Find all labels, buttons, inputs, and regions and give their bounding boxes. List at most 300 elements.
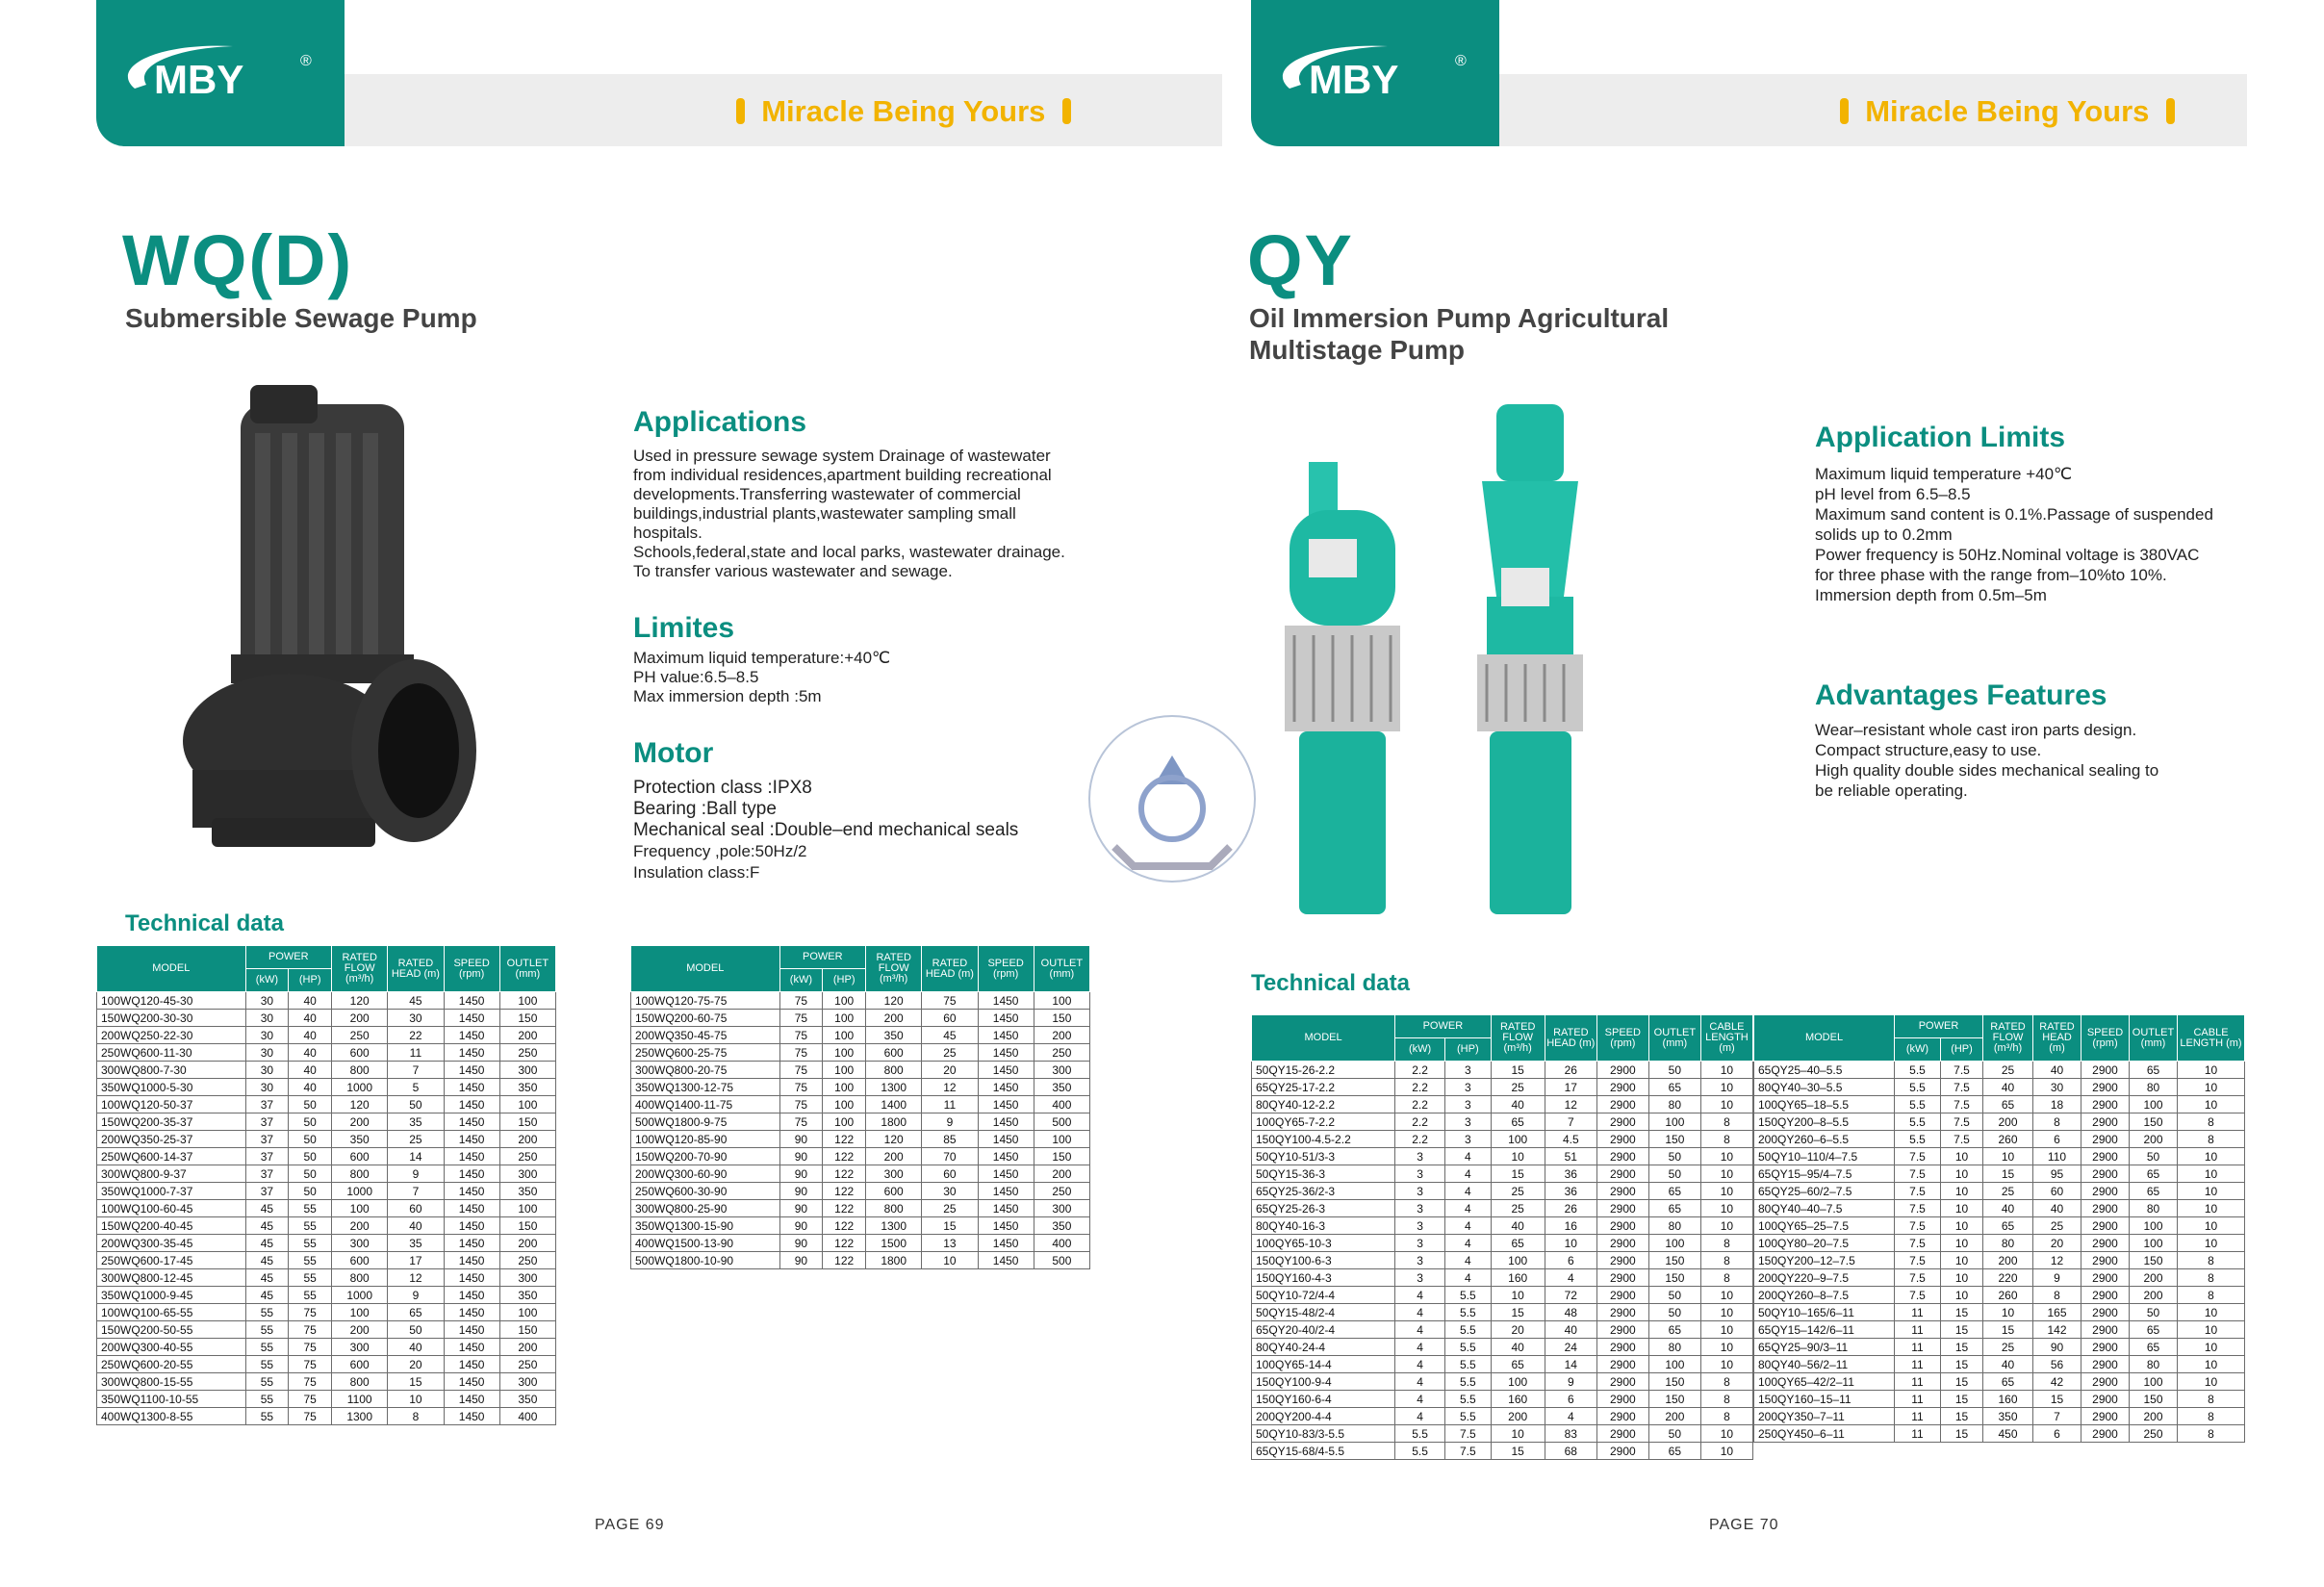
value-cell: 2900: [2081, 1321, 2130, 1339]
value-cell: 7: [2033, 1408, 2081, 1425]
value-cell: 4: [1445, 1252, 1492, 1269]
value-cell: 8: [1700, 1131, 1752, 1148]
value-cell: 100: [2130, 1373, 2178, 1391]
value-cell: 1450: [444, 1113, 499, 1131]
value-cell: 1450: [444, 1148, 499, 1165]
advantages-text: [1815, 720, 2158, 801]
advantages-heading: Advantages Features: [1815, 679, 2107, 711]
col-head-header: RATED HEAD (m): [922, 946, 978, 992]
value-cell: 1450: [444, 1217, 499, 1235]
value-cell: 122: [823, 1131, 866, 1148]
text-line: Used in pressure sewage system Drainage of wastewater: [633, 447, 1051, 465]
value-cell: 50: [1648, 1304, 1700, 1321]
value-cell: 122: [823, 1200, 866, 1217]
table-row: [631, 1183, 1090, 1200]
value-cell: 400: [499, 1408, 555, 1425]
value-cell: 2900: [1596, 1373, 1648, 1391]
value-cell: 3: [1395, 1165, 1445, 1183]
value-cell: 16: [1545, 1217, 1596, 1235]
value-cell: 1450: [444, 1252, 499, 1269]
value-cell: 10: [2178, 1339, 2245, 1356]
text-line: PH value:6.5–8.5: [633, 668, 759, 686]
value-cell: 40: [289, 1027, 332, 1044]
value-cell: 5.5: [1395, 1425, 1445, 1443]
value-cell: 4: [1395, 1391, 1445, 1408]
model-cell: 350WQ1000-5-30: [97, 1079, 246, 1096]
value-cell: 10: [1491, 1148, 1545, 1165]
value-cell: 2900: [2081, 1252, 2130, 1269]
value-cell: 200: [499, 1235, 555, 1252]
value-cell: 4: [1445, 1183, 1492, 1200]
value-cell: 2900: [1596, 1356, 1648, 1373]
model-cell: 400WQ1300-8-55: [97, 1408, 246, 1425]
value-cell: 50: [289, 1183, 332, 1200]
value-cell: 30: [245, 1010, 289, 1027]
value-cell: 55: [245, 1304, 289, 1321]
table-row: [1252, 1252, 1753, 1269]
value-cell: 10: [1941, 1165, 1983, 1183]
value-cell: 30: [245, 1044, 289, 1062]
value-cell: 150: [1648, 1269, 1700, 1287]
table-row: [1754, 1339, 2245, 1356]
value-cell: 300: [499, 1373, 555, 1391]
table-row: [97, 1010, 556, 1027]
value-cell: 8: [1700, 1408, 1752, 1425]
value-cell: 100: [1034, 1131, 1089, 1148]
value-cell: 350: [499, 1391, 555, 1408]
value-cell: 6: [1545, 1252, 1596, 1269]
value-cell: 65: [1491, 1113, 1545, 1131]
table-row: [1252, 1391, 1753, 1408]
value-cell: 4: [1395, 1304, 1445, 1321]
table-row: [1252, 1165, 1753, 1183]
value-cell: 7.5: [1941, 1096, 1983, 1113]
model-cell: 50QY15-26-2.2: [1252, 1062, 1395, 1079]
table-row: [97, 1200, 556, 1217]
value-cell: 60: [2033, 1183, 2081, 1200]
value-cell: 3: [1395, 1235, 1445, 1252]
value-cell: 7: [388, 1062, 444, 1079]
value-cell: 9: [1545, 1373, 1596, 1391]
col-kw-header: (kW): [779, 969, 823, 992]
value-cell: 5.5: [1445, 1356, 1492, 1373]
value-cell: 45: [245, 1287, 289, 1304]
value-cell: 65: [1648, 1321, 1700, 1339]
value-cell: 75: [289, 1356, 332, 1373]
value-cell: 100: [332, 1200, 388, 1217]
model-cell: 350WQ1300-15-90: [631, 1217, 780, 1235]
text-line: Insulation class:F: [633, 863, 760, 882]
value-cell: 50: [1648, 1425, 1700, 1443]
value-cell: 800: [332, 1373, 388, 1391]
value-cell: 1450: [978, 1217, 1034, 1235]
value-cell: 4: [1395, 1339, 1445, 1356]
model-cell: 50QY10–165/6–11: [1754, 1304, 1895, 1321]
value-cell: 10: [2178, 1373, 2245, 1391]
model-cell: 150QY160–15–11: [1754, 1391, 1895, 1408]
value-cell: 17: [388, 1252, 444, 1269]
value-cell: 85: [922, 1131, 978, 1148]
value-cell: 65: [1983, 1373, 2033, 1391]
value-cell: 70: [922, 1148, 978, 1165]
text-line: Maximum liquid temperature +40℃: [1815, 465, 2073, 483]
value-cell: 2900: [1596, 1425, 1648, 1443]
value-cell: 200: [2130, 1287, 2178, 1304]
value-cell: 65: [2130, 1165, 2178, 1183]
tag-bar-icon: [1062, 98, 1071, 124]
value-cell: 1000: [332, 1287, 388, 1304]
table-row: [1252, 1373, 1753, 1391]
value-cell: 7.5: [1895, 1269, 1941, 1287]
page-number-left: PAGE 69: [595, 1517, 665, 1533]
model-cell: 400WQ1400-11-75: [631, 1096, 780, 1113]
model-cell: 200WQ350-25-37: [97, 1131, 246, 1148]
value-cell: 5.5: [1445, 1304, 1492, 1321]
value-cell: 122: [823, 1148, 866, 1165]
value-cell: 11: [1895, 1425, 1941, 1443]
model-cell: 50QY10-72/4-4: [1252, 1287, 1395, 1304]
value-cell: 80: [1648, 1339, 1700, 1356]
value-cell: 1450: [444, 1391, 499, 1408]
model-cell: 150WQ200-35-37: [97, 1113, 246, 1131]
value-cell: 65: [1648, 1443, 1700, 1460]
value-cell: 90: [779, 1235, 823, 1252]
value-cell: 60: [922, 1010, 978, 1027]
value-cell: 260: [1983, 1131, 2033, 1148]
value-cell: 11: [1895, 1408, 1941, 1425]
table-row: [97, 1183, 556, 1200]
value-cell: 200: [332, 1217, 388, 1235]
value-cell: 8: [2178, 1287, 2245, 1304]
value-cell: 80: [2130, 1356, 2178, 1373]
value-cell: 45: [245, 1217, 289, 1235]
value-cell: 1450: [444, 1321, 499, 1339]
value-cell: 10: [1545, 1235, 1596, 1252]
model-cell: 350WQ1000-7-37: [97, 1183, 246, 1200]
value-cell: 2900: [2081, 1113, 2130, 1131]
value-cell: 75: [779, 1010, 823, 1027]
value-cell: 200: [2130, 1269, 2178, 1287]
value-cell: 150: [1648, 1252, 1700, 1269]
value-cell: 2900: [2081, 1096, 2130, 1113]
value-cell: 10: [2178, 1304, 2245, 1321]
value-cell: 150: [1034, 1148, 1089, 1165]
value-cell: 15: [1941, 1356, 1983, 1373]
value-cell: 65: [2130, 1062, 2178, 1079]
model-cell: 150QY160-4-3: [1252, 1269, 1395, 1287]
value-cell: 100: [1491, 1373, 1545, 1391]
col-outlet-header: OUTLET (mm): [2130, 1015, 2178, 1062]
value-cell: 40: [1983, 1079, 2033, 1096]
value-cell: 55: [245, 1356, 289, 1373]
table-row: [631, 1027, 1090, 1044]
value-cell: 150: [2130, 1252, 2178, 1269]
value-cell: 300: [866, 1165, 922, 1183]
model-cell: 200WQ250-22-30: [97, 1027, 246, 1044]
applications-heading: Applications: [633, 406, 807, 438]
model-cell: 200QY200-4-4: [1252, 1408, 1395, 1425]
table-row: [631, 1079, 1090, 1096]
value-cell: 45: [245, 1269, 289, 1287]
value-cell: 250: [499, 1356, 555, 1373]
value-cell: 6: [1545, 1391, 1596, 1408]
tag-bar-icon: [1840, 98, 1849, 124]
model-cell: 150QY200–12–7.5: [1754, 1252, 1895, 1269]
sewage-pump-image: [173, 366, 491, 866]
model-cell: 200QY260–8–7.5: [1754, 1287, 1895, 1304]
table-row: [1252, 1425, 1753, 1443]
value-cell: 600: [332, 1044, 388, 1062]
value-cell: 1300: [866, 1217, 922, 1235]
value-cell: 5.5: [1895, 1079, 1941, 1096]
model-cell: 150QY100-4.5-2.2: [1252, 1131, 1395, 1148]
value-cell: 10: [1700, 1079, 1752, 1096]
value-cell: 37: [245, 1165, 289, 1183]
value-cell: 55: [289, 1200, 332, 1217]
value-cell: 45: [245, 1200, 289, 1217]
value-cell: 17: [1545, 1079, 1596, 1096]
value-cell: 260: [1983, 1287, 2033, 1304]
product-title-wqd: WQ(D): [122, 220, 354, 300]
value-cell: 65: [1983, 1217, 2033, 1235]
value-cell: 7.5: [1445, 1443, 1492, 1460]
value-cell: 9: [2033, 1269, 2081, 1287]
value-cell: 3: [1395, 1252, 1445, 1269]
model-cell: 100WQ100-65-55: [97, 1304, 246, 1321]
col-outlet-header: OUTLET (mm): [499, 946, 555, 992]
value-cell: 65: [1491, 1356, 1545, 1373]
col-flow-header: RATED FLOW (m³/h): [1491, 1015, 1545, 1062]
col-power-header: POWER: [245, 946, 332, 969]
value-cell: 10: [2178, 1148, 2245, 1165]
value-cell: 65: [1491, 1235, 1545, 1252]
value-cell: 2900: [2081, 1148, 2130, 1165]
model-cell: 65QY20-40/2-4: [1252, 1321, 1395, 1339]
value-cell: 2900: [2081, 1200, 2130, 1217]
table-row: [97, 1148, 556, 1165]
value-cell: 8: [2033, 1287, 2081, 1304]
value-cell: 25: [922, 1044, 978, 1062]
model-cell: 200QY260–6–5.5: [1754, 1131, 1895, 1148]
value-cell: 150: [1648, 1373, 1700, 1391]
model-cell: 100QY80–20–7.5: [1754, 1235, 1895, 1252]
value-cell: 75: [779, 992, 823, 1010]
value-cell: 11: [1895, 1373, 1941, 1391]
value-cell: 10: [1983, 1304, 2033, 1321]
value-cell: 42: [2033, 1373, 2081, 1391]
table-row: [97, 1044, 556, 1062]
value-cell: 1800: [866, 1113, 922, 1131]
value-cell: 100: [1491, 1131, 1545, 1148]
value-cell: 15: [1983, 1321, 2033, 1339]
col-hp-header: (HP): [1941, 1038, 1983, 1062]
value-cell: 10: [2178, 1217, 2245, 1235]
value-cell: 2900: [1596, 1287, 1648, 1304]
value-cell: 55: [289, 1252, 332, 1269]
value-cell: 40: [1491, 1217, 1545, 1235]
value-cell: 200: [1648, 1408, 1700, 1425]
value-cell: 150: [1648, 1391, 1700, 1408]
value-cell: 12: [2033, 1252, 2081, 1269]
value-cell: 200: [866, 1010, 922, 1027]
value-cell: 7.5: [1895, 1217, 1941, 1235]
value-cell: 2900: [1596, 1165, 1648, 1183]
tag-bar-icon: [2166, 98, 2175, 124]
value-cell: 55: [289, 1269, 332, 1287]
value-cell: 7.5: [1941, 1113, 1983, 1131]
model-cell: 250WQ600-25-75: [631, 1044, 780, 1062]
value-cell: 100: [823, 1062, 866, 1079]
value-cell: 2900: [1596, 1269, 1648, 1287]
table-row: [1252, 1356, 1753, 1373]
value-cell: 60: [922, 1165, 978, 1183]
value-cell: 14: [1545, 1356, 1596, 1373]
value-cell: 10: [1941, 1200, 1983, 1217]
model-cell: 65QY25-36/2-3: [1252, 1183, 1395, 1200]
table-row: [1754, 1287, 2245, 1304]
table-row: [1754, 1391, 2245, 1408]
value-cell: 55: [245, 1373, 289, 1391]
value-cell: 500: [1034, 1252, 1089, 1269]
value-cell: 1100: [332, 1391, 388, 1408]
qy-table-1: [1251, 1014, 1753, 1460]
col-speed-header: SPEED (rpm): [978, 946, 1034, 992]
table-row: [97, 1269, 556, 1287]
model-cell: 150WQ200-70-90: [631, 1148, 780, 1165]
table-row: [631, 1217, 1090, 1235]
table-row: [631, 1113, 1090, 1131]
value-cell: 8: [1700, 1391, 1752, 1408]
value-cell: 10: [2178, 1321, 2245, 1339]
col-head-header: RATED HEAD (m): [2033, 1015, 2081, 1062]
value-cell: 10: [1941, 1235, 1983, 1252]
brand-logo-left: [96, 0, 345, 146]
value-cell: 1450: [978, 1200, 1034, 1217]
model-cell: 500WQ1800-10-90: [631, 1252, 780, 1269]
value-cell: 100: [1491, 1252, 1545, 1269]
model-cell: 65QY25–60/2–7.5: [1754, 1183, 1895, 1200]
value-cell: 100: [1648, 1356, 1700, 1373]
value-cell: 5.5: [1895, 1131, 1941, 1148]
model-cell: 150QY100-9-4: [1252, 1373, 1395, 1391]
value-cell: 200: [332, 1113, 388, 1131]
col-power-header: POWER: [779, 946, 866, 969]
value-cell: 50: [2130, 1148, 2178, 1165]
value-cell: 350: [332, 1131, 388, 1148]
value-cell: 75: [289, 1304, 332, 1321]
value-cell: 10: [1700, 1321, 1752, 1339]
model-cell: 65QY25-26-3: [1252, 1200, 1395, 1217]
value-cell: 300: [499, 1062, 555, 1079]
col-kw-header: (kW): [1895, 1038, 1941, 1062]
value-cell: 1450: [444, 1235, 499, 1252]
value-cell: 30: [922, 1183, 978, 1200]
value-cell: 200: [2130, 1408, 2178, 1425]
value-cell: 55: [289, 1217, 332, 1235]
value-cell: 100: [823, 1079, 866, 1096]
value-cell: 15: [1983, 1165, 2033, 1183]
value-cell: 200: [2130, 1131, 2178, 1148]
model-cell: 50QY15-36-3: [1252, 1165, 1395, 1183]
value-cell: 65: [1648, 1079, 1700, 1096]
table-row: [1252, 1443, 1753, 1460]
value-cell: 55: [245, 1339, 289, 1356]
value-cell: 4: [1395, 1356, 1445, 1373]
value-cell: 122: [823, 1235, 866, 1252]
value-cell: 100: [499, 992, 555, 1010]
value-cell: 65: [1648, 1200, 1700, 1217]
text-line: High quality double sides mechanical sealing to: [1815, 761, 2159, 780]
value-cell: 10: [1700, 1217, 1752, 1235]
table-row: [1754, 1269, 2245, 1287]
model-cell: 100QY65–18–5.5: [1754, 1096, 1895, 1113]
col-hp-header: (HP): [823, 969, 866, 992]
value-cell: 25: [1983, 1183, 2033, 1200]
value-cell: 400: [1034, 1235, 1089, 1252]
value-cell: 40: [388, 1339, 444, 1356]
value-cell: 2900: [2081, 1235, 2130, 1252]
value-cell: 10: [1700, 1287, 1752, 1304]
value-cell: 50: [388, 1321, 444, 1339]
value-cell: 50: [388, 1096, 444, 1113]
value-cell: 75: [779, 1096, 823, 1113]
model-cell: 65QY25-17-2.2: [1252, 1079, 1395, 1096]
model-cell: 350WQ1300-12-75: [631, 1079, 780, 1096]
text-line: Protection class :IPX8: [633, 778, 812, 798]
model-cell: 200WQ350-45-75: [631, 1027, 780, 1044]
value-cell: 160: [1983, 1391, 2033, 1408]
value-cell: 6: [2033, 1131, 2081, 1148]
col-model-header: MODEL: [631, 946, 780, 992]
value-cell: 100: [2130, 1096, 2178, 1113]
table-row: [1252, 1217, 1753, 1235]
value-cell: 8: [2178, 1269, 2245, 1287]
value-cell: 200: [1983, 1252, 2033, 1269]
value-cell: 500: [1034, 1113, 1089, 1131]
col-model-header: MODEL: [1754, 1015, 1895, 1062]
value-cell: 15: [1941, 1304, 1983, 1321]
table-row: [1252, 1304, 1753, 1321]
value-cell: 1450: [444, 1356, 499, 1373]
value-cell: 8: [2178, 1113, 2245, 1131]
value-cell: 142: [2033, 1321, 2081, 1339]
value-cell: 40: [2033, 1200, 2081, 1217]
value-cell: 4: [1445, 1235, 1492, 1252]
value-cell: 25: [388, 1131, 444, 1148]
value-cell: 300: [499, 1165, 555, 1183]
value-cell: 150: [1034, 1010, 1089, 1027]
value-cell: 100: [1648, 1113, 1700, 1131]
model-cell: 300WQ800-7-30: [97, 1062, 246, 1079]
limites-heading: Limites: [633, 612, 735, 644]
value-cell: 350: [499, 1079, 555, 1096]
table-row: [631, 1010, 1090, 1027]
value-cell: 15: [1491, 1165, 1545, 1183]
value-cell: 4: [1445, 1148, 1492, 1165]
table-row: [631, 1131, 1090, 1148]
value-cell: 350: [1034, 1079, 1089, 1096]
model-cell: 50QY10–110/4–7.5: [1754, 1148, 1895, 1165]
logo-text: MBY: [154, 57, 244, 102]
value-cell: 250: [499, 1252, 555, 1269]
value-cell: 50: [289, 1131, 332, 1148]
value-cell: 55: [289, 1235, 332, 1252]
value-cell: 1400: [866, 1096, 922, 1113]
value-cell: 150: [499, 1010, 555, 1027]
value-cell: 22: [388, 1027, 444, 1044]
table-row: [631, 1148, 1090, 1165]
motor-text: [633, 778, 1018, 883]
